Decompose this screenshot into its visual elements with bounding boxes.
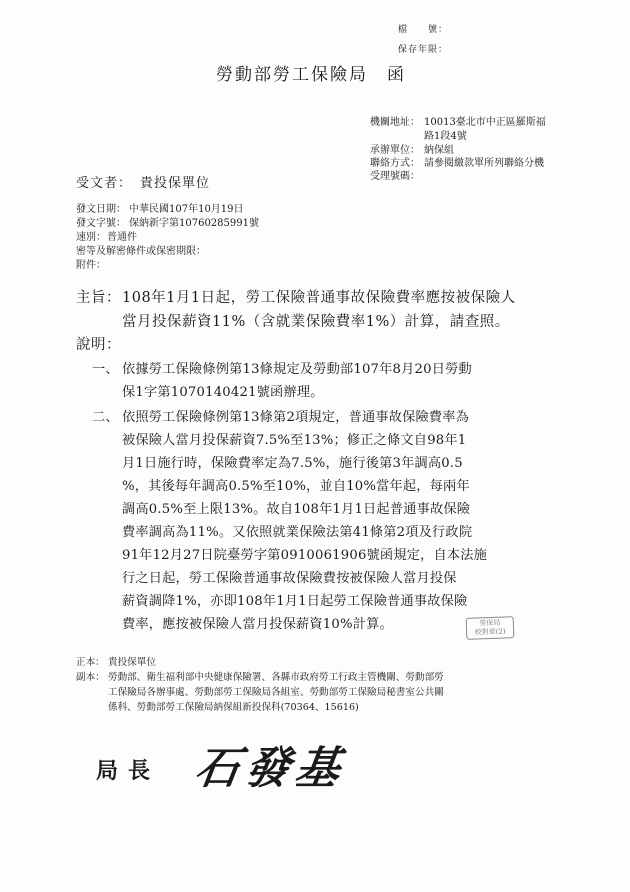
item-2-line: 調高0.5%至上限13%。故自108年1月1日起普通事故保險: [122, 502, 471, 517]
copy-recipients-label: 副本：: [76, 672, 105, 683]
retention-label: 保存年限：: [398, 45, 449, 55]
issue-date-label: 發文日期：: [76, 204, 126, 215]
item-2-line: 月1日施行時，保險費率定為7.5%，施行後第3年調高0.5: [122, 456, 463, 471]
signature-name: 石發基: [191, 743, 349, 794]
item-2-line: 費率調高為11%。又依照就業保險法第41條第2項及行政院: [122, 525, 473, 540]
receipt-number-label: 受理號碼：: [370, 171, 420, 182]
item-1-line: 保1字第1070140421號函辦理。: [122, 385, 324, 400]
copy-recipients-line: 勞動部、衛生福利部中央健康保險署、各縣市政府勞工行政主管機關、勞動部勞: [108, 672, 444, 683]
item-2-line: 費率，應按被保險人當月投保薪資10%計算。: [122, 617, 393, 632]
copy-recipients-line: 工保險局各辦事處、勞動部勞工保險局各組室、勞動部勞工保險局秘書室公共關: [108, 687, 444, 698]
address-line-2: 路1段4號: [424, 131, 467, 142]
copy-recipients-line: 係科、勞動部勞工保險局納保組新投保科(70364、15616): [108, 702, 359, 713]
attachment-label: 附件：: [76, 260, 106, 271]
speed-value: 普通件: [107, 232, 137, 243]
item-1-line: 依據勞工保險條例第13條規定及勞動部107年8月20日勞動: [122, 362, 472, 377]
contact-label: 聯絡方式：: [370, 158, 420, 169]
recipient-label: 受文者：: [76, 176, 133, 191]
original-recipient-value: 貴投保單位: [108, 657, 156, 668]
file-number-label: 檔 號：: [398, 25, 449, 35]
signature-title: 局長: [96, 759, 161, 784]
stamp-line-1: 勞保局: [479, 618, 501, 628]
item-2-line: 91年12月27日院臺勞字第0910061906號函規定，自本法施: [122, 548, 488, 563]
speed-label: 速別：: [76, 232, 106, 243]
item-2-line: 被保險人當月投保薪資7.5%至13%；修正之條文自98年1: [122, 433, 467, 448]
issue-date-value: 中華民國107年10月19日: [129, 204, 244, 215]
recipient-value: 貴投保單位: [140, 176, 211, 191]
subject-line-1: 108年1月1日起，勞工保險普通事故保險費率應按被保險人: [122, 290, 516, 306]
item-2-line: 依照勞工保險條例第13條第2項規定，普通事故保險費率為: [122, 410, 470, 425]
unit-label: 承辦單位：: [370, 145, 420, 156]
stamp-line-2: 校對章(2): [474, 627, 506, 637]
item-2-line: 薪資調降1%，亦即108年1月1日起勞工保險普通事故保險: [122, 594, 468, 609]
contact-value: 請參閱繳款單所列聯絡分機: [424, 158, 544, 169]
confidentiality-label: 密等及解密條件或保密期限：: [76, 246, 206, 257]
address-label: 機關地址：: [370, 117, 420, 128]
item-2-line: 行之日起，勞工保險普通事故保險費按被保險人當月投保: [122, 571, 457, 586]
item-2-line: %，其後每年調高0.5%至10%，並自10%當年起，每兩年: [122, 479, 470, 494]
document-number-value: 保納新字第10760285991號: [129, 218, 259, 229]
document-title: 勞動部勞工保險局 函: [216, 65, 406, 85]
subject-line-2: 當月投保薪資11%（含就業保險費率1%）計算，請查照。: [122, 314, 510, 330]
original-recipient-label: 正本：: [76, 657, 105, 668]
item-1-number: 一、: [92, 362, 119, 377]
document-number-label: 發文字號：: [76, 218, 126, 229]
unit-value: 納保組: [424, 145, 454, 156]
subject-label: 主旨：: [76, 290, 121, 306]
explanation-label: 說明：: [76, 337, 121, 353]
item-2-number: 二、: [92, 410, 119, 425]
proofreading-stamp: [466, 616, 515, 640]
address-line-1: 10013臺北市中正區羅斯福: [424, 117, 546, 128]
